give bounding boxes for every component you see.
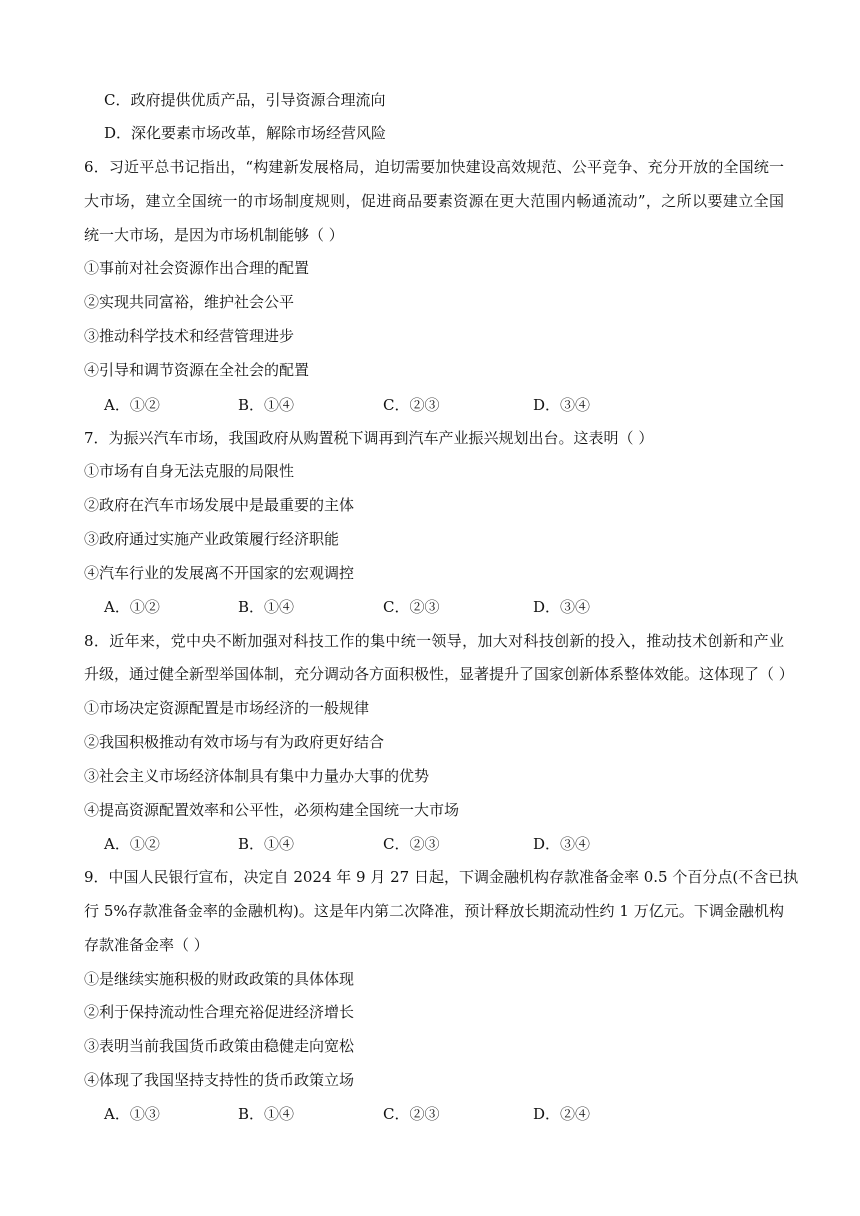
q5-option-d: D．深化要素市场改革，解除市场经营风险 — [104, 124, 387, 142]
q7-options — [104, 597, 784, 617]
q9-stem-line1: 9．中国人民银行宣布，决定自 2024 年 9 月 27 日起，下调金融机构存款准备金率 0.5 个百分点(不含已执 — [84, 868, 799, 886]
q5-option-c: C．政府提供优质产品，引导资源合理流向 — [104, 91, 386, 109]
q6-item-1: ①事前对社会资源作出合理的配置 — [84, 259, 310, 277]
q6-option-c: C．②③ — [383, 396, 440, 414]
q6-stem-line2: 大市场，建立全国统一的市场制度规则，促进商品要素资源在更大范围内畅通流动”，之所以要建立全国 — [84, 192, 784, 210]
q8-option-d: D．③④ — [533, 835, 591, 853]
q9-item-2: ②利于保持流动性合理充裕促进经济增长 — [84, 1003, 355, 1021]
q6-item-3: ③推动科学技术和经营管理进步 — [84, 327, 295, 345]
q6-stem-line3: 统一大市场，是因为市场机制能够（ ） — [84, 226, 344, 244]
q7-option-c: C．②③ — [383, 598, 440, 616]
q9-option-b: B．①④ — [238, 1105, 295, 1123]
q9-option-a: A．①③ — [104, 1105, 160, 1123]
q8-item-1: ①市场决定资源配置是市场经济的一般规律 — [84, 699, 370, 717]
q7-option-b: B．①④ — [238, 598, 295, 616]
q7-option-a: A．①② — [104, 598, 160, 616]
q9-option-d: D．②④ — [533, 1105, 591, 1123]
q8-option-a: A．①② — [104, 835, 160, 853]
q6-option-d: D．③④ — [533, 396, 591, 414]
q8-options — [104, 834, 784, 854]
q8-stem-line2: 升级，通过健全新型举国体制，充分调动各方面积极性，显著提升了国家创新体系整体效能。这体现了（ ） — [84, 665, 794, 683]
q7-item-4: ④汽车行业的发展离不开国家的宏观调控 — [84, 564, 355, 582]
q9-item-1: ①是继续实施积极的财政政策的具体体现 — [84, 970, 355, 988]
q6-stem-line1: 6．习近平总书记指出，“构建新发展格局，迫切需要加快建设高效规范、公平竞争、充分开放的全国统一 — [84, 158, 784, 176]
q9-item-4: ④体现了我国坚持支持性的货币政策立场 — [84, 1071, 355, 1089]
q9-option-c: C．②③ — [383, 1105, 440, 1123]
q6-option-a: A．①② — [104, 396, 160, 414]
q7-option-d: D．③④ — [533, 598, 591, 616]
q9-item-3: ③表明当前我国货币政策由稳健走向宽松 — [84, 1037, 355, 1055]
q8-stem-line1: 8．近年来，党中央不断加强对科技工作的集中统一领导，加大对科技创新的投入，推动技术创新和产业 — [84, 632, 784, 650]
q6-options — [104, 395, 784, 415]
q6-option-b: B．①④ — [238, 396, 295, 414]
q7-item-3: ③政府通过实施产业政策履行经济职能 — [84, 530, 340, 548]
q9-stem-line3: 存款准备金率（ ） — [84, 936, 209, 954]
q6-item-4: ④引导和调节资源在全社会的配置 — [84, 361, 310, 379]
q6-item-2: ②实现共同富裕，维护社会公平 — [84, 293, 295, 311]
q7-item-2: ②政府在汽车市场发展中是最重要的主体 — [84, 496, 355, 514]
q9-stem-line2: 行 5%存款准备金率的金融机构)。这是年内第二次降准，预计释放长期流动性约 1 万亿元。下调金融机构 — [84, 902, 784, 920]
q7-item-1: ①市场有自身无法克服的局限性 — [84, 462, 295, 480]
q8-item-2: ②我国积极推动有效市场与有为政府更好结合 — [84, 733, 385, 751]
q8-option-c: C．②③ — [383, 835, 440, 853]
q9-options — [104, 1104, 784, 1124]
q8-item-3: ③社会主义市场经济体制具有集中力量办大事的优势 — [84, 767, 430, 785]
q8-option-b: B．①④ — [238, 835, 295, 853]
q8-item-4: ④提高资源配置效率和公平性，必须构建全国统一大市场 — [84, 801, 460, 819]
q7-stem-line1: 7．为振兴汽车市场，我国政府从购置税下调再到汽车产业振兴规划出台。这表明（ ） — [84, 429, 654, 447]
